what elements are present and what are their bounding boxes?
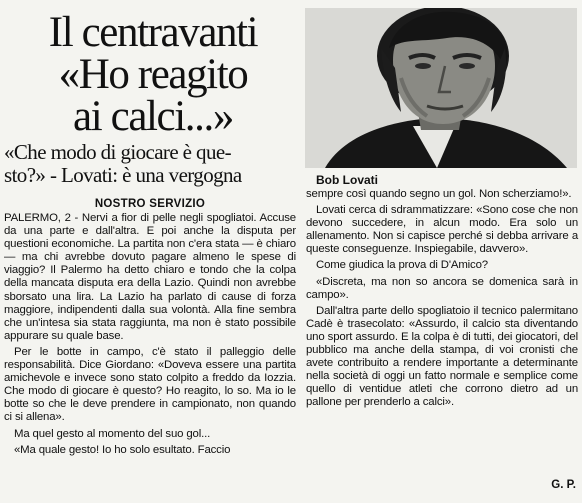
headline-line-1: Il centravanti — [48, 9, 258, 56]
photo-caption: Bob Lovati — [316, 173, 378, 187]
headline-line-2: «Ho reagito — [58, 51, 248, 98]
paragraph: Dall'altra parte dello spogliatoio il tecnico palermitano Cadè è trasecolato: «Assurdo, il calcio sta diventando uno sport assurdo. E la colpa è di tutti, dei giocatori, del pubblico ma anche della stampa, di voi cronisti che avete contribuito a rendere importante a determinante nella società di oggi un fatto normale e semplice come quello di ventidue atleti che corrono dietro ad un pallone per prenderlo a calci». — [306, 304, 578, 409]
subheadline: «Che modo di giocare è que- sto?» - Lovati: è una vergogna — [4, 140, 242, 187]
left-column — [4, 198, 296, 460]
paragraph: «Ma quale gesto! Io ho solo esultato. Faccio — [14, 443, 231, 456]
paragraph: Lovati cerca di sdrammatizzare: «Sono cose che non devono succedere, in alcun modo. Era solo un allenamento. Non si capisce perché si debba arrivare a queste conseguenze. Inspiegabile, davvero». — [306, 204, 578, 256]
dateline: NOSTRO SERVIZIO — [94, 198, 206, 210]
paragraph: «Discreta, ma non so ancora se domenica sarà in campo». — [306, 275, 578, 301]
author-signature: G. P. — [551, 479, 576, 491]
paragraph: PALERMO, 2 - Nervi a fior di pelle negli spogliatoi. Accuse da una parte e dall'altra. E poi anche la disputa per questioni economiche. La partita non c'era stata — è chiaro — ma chi avrebbe dovuto pagare almeno le spese di viaggio? Il Palermo ha detto chiaro e tondo che la colpa della mancata disputa era della Lazio. Quindi non avrebbe sborsato una lira. La Lazio ha parlato di cause di forza maggiore, indipendenti dalla sua volontà. Alla fine sembra che un'intesa sia stata raggiunta, ma non è stato possibile appurare su quale base. — [4, 212, 296, 342]
portrait-illustration — [305, 8, 577, 168]
paragraph: sempre così quando segno un gol. Non scherziamo!». — [306, 188, 572, 200]
paragraph: Come giudica la prova di D'Amico? — [316, 259, 488, 272]
portrait-photo — [305, 8, 577, 168]
headline — [10, 9, 296, 140]
right-column — [306, 188, 578, 413]
paragraph: Per le botte in campo, c'è stato il palleggio delle responsabilità. Dice Giordano: «Doveva essere una partita amichevole e invece sono stato colpito a freddo da Iozzia. Che modo di giocare è questo? Ho reagito, lo so. Ma io le botte so che le deve prendere in campionato, non quando ci si allena». — [4, 345, 296, 424]
headline-line-3: ai calci...» — [73, 93, 233, 140]
paragraph: Ma quel gesto al momento del suo gol... — [14, 427, 211, 440]
